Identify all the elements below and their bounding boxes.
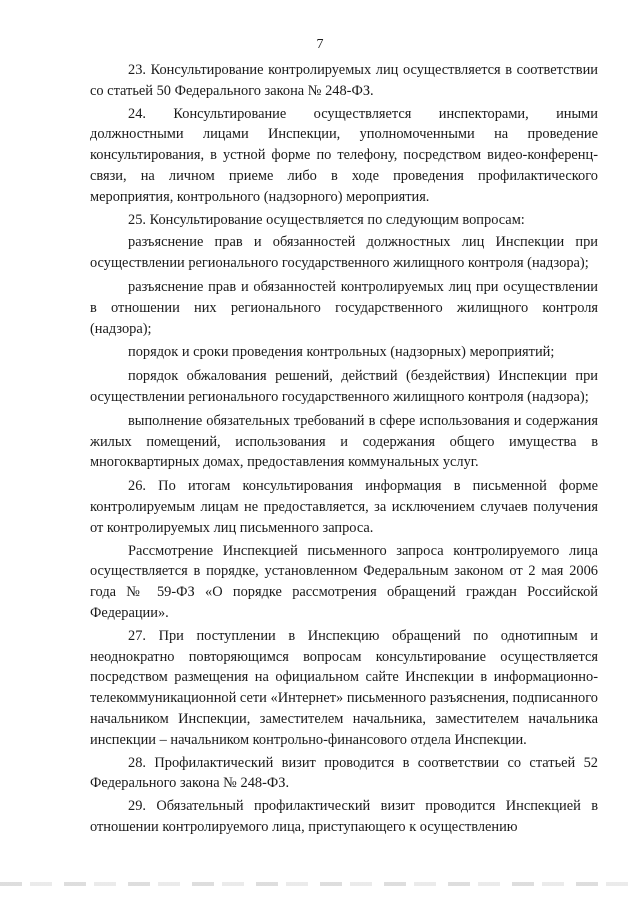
paragraph-29: 29. Обязательный профилактический визит проводится Инспекцией в отношении контролируемого лица, приступающего к осуществлению [90, 798, 598, 835]
scan-artifact-line [0, 882, 640, 886]
paragraph-27: 27. При поступлении в Инспекцию обращений по однотипным и неоднократно повторяющимся вопросам консультирование осуществляется посредством размещения на официальном сайте Инспекции в информационно-телекоммуникационной сети «Интернет» письменного разъяснения, подписанного начальником Инспекции, заместителем начальника, заместителем начальника инспекции – начальником контрольно-финансового отдела Инспекции. [90, 627, 598, 748]
page-number: 7 [316, 37, 324, 52]
paragraph-26: 26. По итогам консультирования информация в письменной форме контролируемым лицам не предоставляется, за исключением случаев получения от контролируемых лиц письменного запроса. [90, 478, 598, 536]
paragraph-26-continued: Рассмотрение Инспекцией письменного запроса контролируемого лица осуществляется в порядке, установленном Федеральным законом от 2 мая 2006 года № 59-ФЗ «О порядке рассмотрения обращений граждан Российской Федерации». [90, 542, 598, 621]
list-item: выполнение обязательных требований в сфере использования и содержания жилых помещений, использования и содержания общего имущества в многоквартирных домах, предоставления коммунальных услуг. [90, 412, 598, 471]
paragraph-25: 25. Консультирование осуществляется по следующим вопросам: [128, 211, 525, 228]
document-body [90, 60, 598, 840]
paragraph-23: 23. Консультирование контролируемых лиц осуществляется в соответствии со статьей 50 Федерального закона № 248-ФЗ. [90, 62, 598, 99]
list-item: разъяснение прав и обязанностей контролируемых лиц при осуществлении в отношении них регионального государственного жилищного контроля (надзора); [90, 278, 598, 337]
paragraph-24: 24. Консультирование осуществляется инспекторами, иными должностными лицами Инспекции, уполномоченными на проведение консультирования, в устной форме по телефону, посредством видео-конференц-связи, на личном приеме либо в ходе проведения профилактического мероприятия, контрольного (надзорного) мероприятия. [90, 105, 598, 205]
list-item: порядок обжалования решений, действий (бездействия) Инспекции при осуществлении регионального государственного жилищного контроля (надзора); [90, 368, 598, 405]
list-item: порядок и сроки проведения контрольных (надзорных) мероприятий; [128, 344, 555, 361]
list-item: разъяснение прав и обязанностей должностных лиц Инспекции при осуществлении регионального государственного жилищного контроля (надзора); [90, 234, 598, 272]
paragraph-28: 28. Профилактический визит проводится в соответствии со статьей 52 Федерального закона № 248-ФЗ. [90, 754, 598, 792]
